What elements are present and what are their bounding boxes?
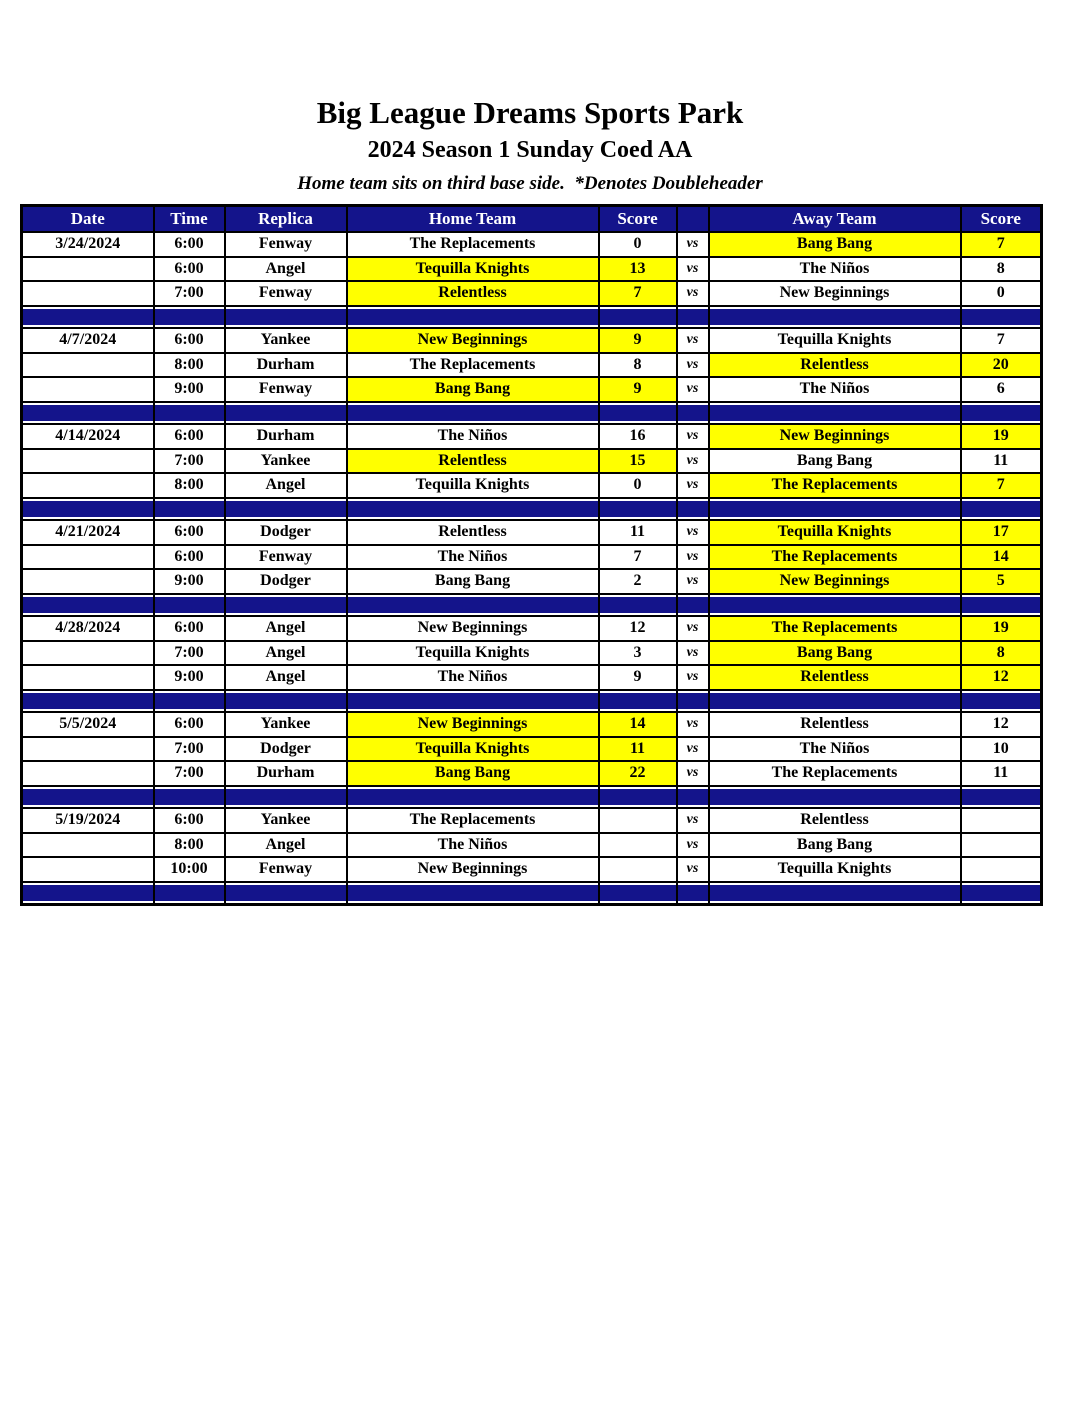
separator-cell <box>154 882 225 905</box>
cell-date <box>22 353 154 378</box>
cell-vs: vs <box>677 257 709 282</box>
cell-time: 8:00 <box>154 353 225 378</box>
separator-cell <box>677 786 709 809</box>
header-block <box>20 95 1040 195</box>
game-row <box>22 545 1042 570</box>
column-header-away-team: Away Team <box>709 206 961 233</box>
page-note: Home team sits on third base side. *Denotes Doubleheader <box>297 173 763 194</box>
cell-away-team: Relentless <box>709 665 961 690</box>
schedule-sheet <box>20 95 1040 906</box>
cell-away-team: Relentless <box>709 712 961 737</box>
cell-vs: vs <box>677 857 709 882</box>
cell-vs: vs <box>677 232 709 257</box>
separator-cell <box>22 882 154 905</box>
cell-home-team: The Replacements <box>347 808 599 833</box>
cell-replica: Angel <box>225 473 347 498</box>
cell-date: 5/19/2024 <box>22 808 154 833</box>
cell-replica: Fenway <box>225 377 347 402</box>
cell-vs: vs <box>677 328 709 353</box>
separator-cell <box>154 690 225 713</box>
game-row <box>22 377 1042 402</box>
cell-home-score: 7 <box>599 281 677 306</box>
cell-away-score: 11 <box>961 761 1042 786</box>
game-row <box>22 761 1042 786</box>
cell-away-score: 12 <box>961 665 1042 690</box>
cell-vs: vs <box>677 616 709 641</box>
separator-row <box>22 594 1042 617</box>
cell-date <box>22 833 154 858</box>
cell-time: 8:00 <box>154 473 225 498</box>
cell-time: 6:00 <box>154 808 225 833</box>
cell-vs: vs <box>677 449 709 474</box>
cell-home-score: 9 <box>599 665 677 690</box>
cell-time: 10:00 <box>154 857 225 882</box>
game-row <box>22 616 1042 641</box>
cell-vs: vs <box>677 353 709 378</box>
cell-home-team: The Replacements <box>347 232 599 257</box>
header-row <box>22 206 1042 233</box>
cell-home-score: 11 <box>599 737 677 762</box>
cell-home-score: 9 <box>599 328 677 353</box>
cell-away-score <box>961 833 1042 858</box>
cell-home-team: The Replacements <box>347 353 599 378</box>
cell-home-score: 14 <box>599 712 677 737</box>
cell-replica: Fenway <box>225 545 347 570</box>
game-row <box>22 833 1042 858</box>
cell-vs: vs <box>677 545 709 570</box>
cell-time: 6:00 <box>154 328 225 353</box>
separator-cell <box>347 594 599 617</box>
cell-home-score: 7 <box>599 545 677 570</box>
cell-vs: vs <box>677 712 709 737</box>
cell-time: 6:00 <box>154 257 225 282</box>
cell-vs: vs <box>677 665 709 690</box>
game-row <box>22 665 1042 690</box>
cell-replica: Durham <box>225 761 347 786</box>
separator-cell <box>961 594 1042 617</box>
cell-time: 6:00 <box>154 545 225 570</box>
separator-cell <box>225 594 347 617</box>
separator-cell <box>961 306 1042 329</box>
cell-date: 4/21/2024 <box>22 520 154 545</box>
cell-replica: Angel <box>225 257 347 282</box>
cell-time: 6:00 <box>154 232 225 257</box>
separator-cell <box>709 882 961 905</box>
separator-cell <box>347 498 599 521</box>
separator-cell <box>22 690 154 713</box>
cell-time: 9:00 <box>154 569 225 594</box>
cell-replica: Yankee <box>225 328 347 353</box>
cell-date <box>22 473 154 498</box>
separator-row <box>22 690 1042 713</box>
cell-replica: Dodger <box>225 520 347 545</box>
cell-date <box>22 449 154 474</box>
cell-home-team: Tequilla Knights <box>347 257 599 282</box>
game-row <box>22 641 1042 666</box>
separator-cell <box>225 402 347 425</box>
cell-away-team: The Niños <box>709 377 961 402</box>
cell-home-team: Relentless <box>347 520 599 545</box>
separator-cell <box>225 882 347 905</box>
cell-home-score: 0 <box>599 473 677 498</box>
separator-cell <box>709 690 961 713</box>
cell-vs: vs <box>677 569 709 594</box>
cell-home-score: 16 <box>599 424 677 449</box>
cell-away-score: 14 <box>961 545 1042 570</box>
cell-time: 6:00 <box>154 520 225 545</box>
cell-home-score: 12 <box>599 616 677 641</box>
cell-date <box>22 641 154 666</box>
cell-time: 9:00 <box>154 377 225 402</box>
cell-away-team: New Beginnings <box>709 281 961 306</box>
cell-home-team: The Niños <box>347 424 599 449</box>
cell-time: 7:00 <box>154 449 225 474</box>
separator-cell <box>709 786 961 809</box>
cell-home-score: 22 <box>599 761 677 786</box>
cell-home-score: 0 <box>599 232 677 257</box>
column-header-away-score: Score <box>961 206 1042 233</box>
game-row <box>22 449 1042 474</box>
page-title: Big League Dreams Sports Park <box>316 95 744 130</box>
cell-vs: vs <box>677 281 709 306</box>
column-header-home-score: Score <box>599 206 677 233</box>
cell-time: 9:00 <box>154 665 225 690</box>
cell-home-score <box>599 857 677 882</box>
separator-cell <box>677 882 709 905</box>
game-row <box>22 520 1042 545</box>
cell-home-score: 2 <box>599 569 677 594</box>
cell-home-team: Relentless <box>347 449 599 474</box>
cell-replica: Angel <box>225 665 347 690</box>
cell-home-team: The Niños <box>347 545 599 570</box>
separator-cell <box>709 306 961 329</box>
cell-away-score: 7 <box>961 232 1042 257</box>
cell-home-score: 9 <box>599 377 677 402</box>
separator-row <box>22 882 1042 905</box>
cell-time: 7:00 <box>154 641 225 666</box>
cell-away-score: 5 <box>961 569 1042 594</box>
cell-date: 4/14/2024 <box>22 424 154 449</box>
cell-replica: Yankee <box>225 808 347 833</box>
cell-away-team: The Replacements <box>709 761 961 786</box>
cell-away-team: The Replacements <box>709 616 961 641</box>
separator-cell <box>225 498 347 521</box>
game-row <box>22 569 1042 594</box>
cell-vs: vs <box>677 377 709 402</box>
cell-away-team: Bang Bang <box>709 833 961 858</box>
cell-time: 7:00 <box>154 761 225 786</box>
separator-cell <box>22 594 154 617</box>
cell-away-score: 12 <box>961 712 1042 737</box>
separator-cell <box>22 498 154 521</box>
cell-home-team: Tequilla Knights <box>347 473 599 498</box>
cell-home-team: Tequilla Knights <box>347 641 599 666</box>
cell-home-team: The Niños <box>347 665 599 690</box>
cell-away-score: 20 <box>961 353 1042 378</box>
separator-cell <box>154 402 225 425</box>
cell-vs: vs <box>677 641 709 666</box>
separator-cell <box>677 594 709 617</box>
game-row <box>22 328 1042 353</box>
cell-date <box>22 545 154 570</box>
cell-date <box>22 377 154 402</box>
cell-away-score: 17 <box>961 520 1042 545</box>
schedule-table <box>20 204 1043 906</box>
cell-replica: Yankee <box>225 449 347 474</box>
separator-cell <box>22 786 154 809</box>
cell-date: 5/5/2024 <box>22 712 154 737</box>
cell-date <box>22 281 154 306</box>
separator-cell <box>599 690 677 713</box>
cell-time: 6:00 <box>154 712 225 737</box>
cell-time: 7:00 <box>154 281 225 306</box>
separator-cell <box>347 690 599 713</box>
cell-away-score: 19 <box>961 424 1042 449</box>
game-row <box>22 353 1042 378</box>
cell-home-score: 11 <box>599 520 677 545</box>
game-row <box>22 473 1042 498</box>
cell-replica: Angel <box>225 616 347 641</box>
game-row <box>22 857 1042 882</box>
cell-time: 7:00 <box>154 737 225 762</box>
separator-cell <box>225 786 347 809</box>
cell-replica: Durham <box>225 353 347 378</box>
cell-away-team: Bang Bang <box>709 449 961 474</box>
cell-date <box>22 665 154 690</box>
cell-home-team: Tequilla Knights <box>347 737 599 762</box>
cell-away-score <box>961 857 1042 882</box>
cell-date <box>22 857 154 882</box>
separator-cell <box>22 306 154 329</box>
cell-away-score: 8 <box>961 257 1042 282</box>
game-row <box>22 257 1042 282</box>
cell-away-team: The Niños <box>709 737 961 762</box>
separator-cell <box>599 498 677 521</box>
separator-cell <box>677 498 709 521</box>
cell-away-team: The Niños <box>709 257 961 282</box>
cell-home-team: New Beginnings <box>347 616 599 641</box>
cell-home-team: The Niños <box>347 833 599 858</box>
separator-cell <box>961 498 1042 521</box>
game-row <box>22 232 1042 257</box>
cell-home-team: New Beginnings <box>347 857 599 882</box>
cell-replica: Fenway <box>225 281 347 306</box>
separator-cell <box>709 402 961 425</box>
cell-home-score: 15 <box>599 449 677 474</box>
cell-vs: vs <box>677 520 709 545</box>
cell-away-team: Relentless <box>709 808 961 833</box>
cell-away-team: New Beginnings <box>709 424 961 449</box>
cell-home-score: 13 <box>599 257 677 282</box>
separator-cell <box>709 498 961 521</box>
cell-away-score: 8 <box>961 641 1042 666</box>
cell-away-team: The Replacements <box>709 545 961 570</box>
cell-away-score: 7 <box>961 473 1042 498</box>
cell-date <box>22 257 154 282</box>
cell-away-team: Relentless <box>709 353 961 378</box>
separator-cell <box>961 402 1042 425</box>
cell-date <box>22 569 154 594</box>
separator-cell <box>961 690 1042 713</box>
cell-replica: Angel <box>225 833 347 858</box>
cell-away-team: New Beginnings <box>709 569 961 594</box>
cell-away-score: 6 <box>961 377 1042 402</box>
separator-cell <box>225 306 347 329</box>
separator-row <box>22 786 1042 809</box>
cell-vs: vs <box>677 737 709 762</box>
cell-away-score: 0 <box>961 281 1042 306</box>
cell-replica: Durham <box>225 424 347 449</box>
cell-away-team: Bang Bang <box>709 641 961 666</box>
cell-replica: Angel <box>225 641 347 666</box>
cell-replica: Dodger <box>225 569 347 594</box>
separator-cell <box>347 306 599 329</box>
column-header-replica: Replica <box>225 206 347 233</box>
separator-cell <box>225 690 347 713</box>
cell-home-team: Bang Bang <box>347 569 599 594</box>
cell-away-score: 10 <box>961 737 1042 762</box>
cell-home-team: New Beginnings <box>347 712 599 737</box>
cell-away-team: The Replacements <box>709 473 961 498</box>
separator-cell <box>599 786 677 809</box>
separator-row <box>22 402 1042 425</box>
cell-vs: vs <box>677 833 709 858</box>
separator-cell <box>154 594 225 617</box>
cell-away-score: 19 <box>961 616 1042 641</box>
cell-replica: Yankee <box>225 712 347 737</box>
separator-cell <box>677 690 709 713</box>
separator-cell <box>599 594 677 617</box>
separator-cell <box>961 882 1042 905</box>
page-subtitle: 2024 Season 1 Sunday Coed AA <box>367 137 693 163</box>
cell-date <box>22 737 154 762</box>
separator-cell <box>22 402 154 425</box>
column-header-vs <box>677 206 709 233</box>
separator-row <box>22 498 1042 521</box>
cell-time: 6:00 <box>154 424 225 449</box>
cell-away-team: Tequilla Knights <box>709 520 961 545</box>
cell-time: 8:00 <box>154 833 225 858</box>
cell-home-score <box>599 808 677 833</box>
separator-cell <box>154 498 225 521</box>
separator-cell <box>961 786 1042 809</box>
cell-home-team: New Beginnings <box>347 328 599 353</box>
cell-date: 4/7/2024 <box>22 328 154 353</box>
cell-home-score <box>599 833 677 858</box>
separator-cell <box>709 594 961 617</box>
cell-replica: Fenway <box>225 232 347 257</box>
separator-row <box>22 306 1042 329</box>
separator-cell <box>347 402 599 425</box>
cell-away-team: Tequilla Knights <box>709 857 961 882</box>
cell-away-score: 7 <box>961 328 1042 353</box>
game-row <box>22 424 1042 449</box>
cell-date: 4/28/2024 <box>22 616 154 641</box>
cell-vs: vs <box>677 473 709 498</box>
separator-cell <box>347 882 599 905</box>
column-header-time: Time <box>154 206 225 233</box>
schedule-table-body <box>22 232 1042 905</box>
cell-away-score <box>961 808 1042 833</box>
cell-away-team: Bang Bang <box>709 232 961 257</box>
cell-replica: Dodger <box>225 737 347 762</box>
column-header-home-team: Home Team <box>347 206 599 233</box>
separator-cell <box>599 306 677 329</box>
game-row <box>22 712 1042 737</box>
separator-cell <box>677 402 709 425</box>
separator-cell <box>599 882 677 905</box>
cell-away-score: 11 <box>961 449 1042 474</box>
separator-cell <box>154 306 225 329</box>
game-row <box>22 737 1042 762</box>
column-header-date: Date <box>22 206 154 233</box>
cell-home-score: 3 <box>599 641 677 666</box>
cell-vs: vs <box>677 808 709 833</box>
cell-home-score: 8 <box>599 353 677 378</box>
cell-replica: Fenway <box>225 857 347 882</box>
separator-cell <box>677 306 709 329</box>
game-row <box>22 808 1042 833</box>
cell-vs: vs <box>677 424 709 449</box>
cell-home-team: Relentless <box>347 281 599 306</box>
cell-date: 3/24/2024 <box>22 232 154 257</box>
cell-date <box>22 761 154 786</box>
cell-home-team: Bang Bang <box>347 761 599 786</box>
cell-home-team: Bang Bang <box>347 377 599 402</box>
separator-cell <box>599 402 677 425</box>
separator-cell <box>154 786 225 809</box>
game-row <box>22 281 1042 306</box>
cell-time: 6:00 <box>154 616 225 641</box>
separator-cell <box>347 786 599 809</box>
cell-vs: vs <box>677 761 709 786</box>
cell-away-team: Tequilla Knights <box>709 328 961 353</box>
